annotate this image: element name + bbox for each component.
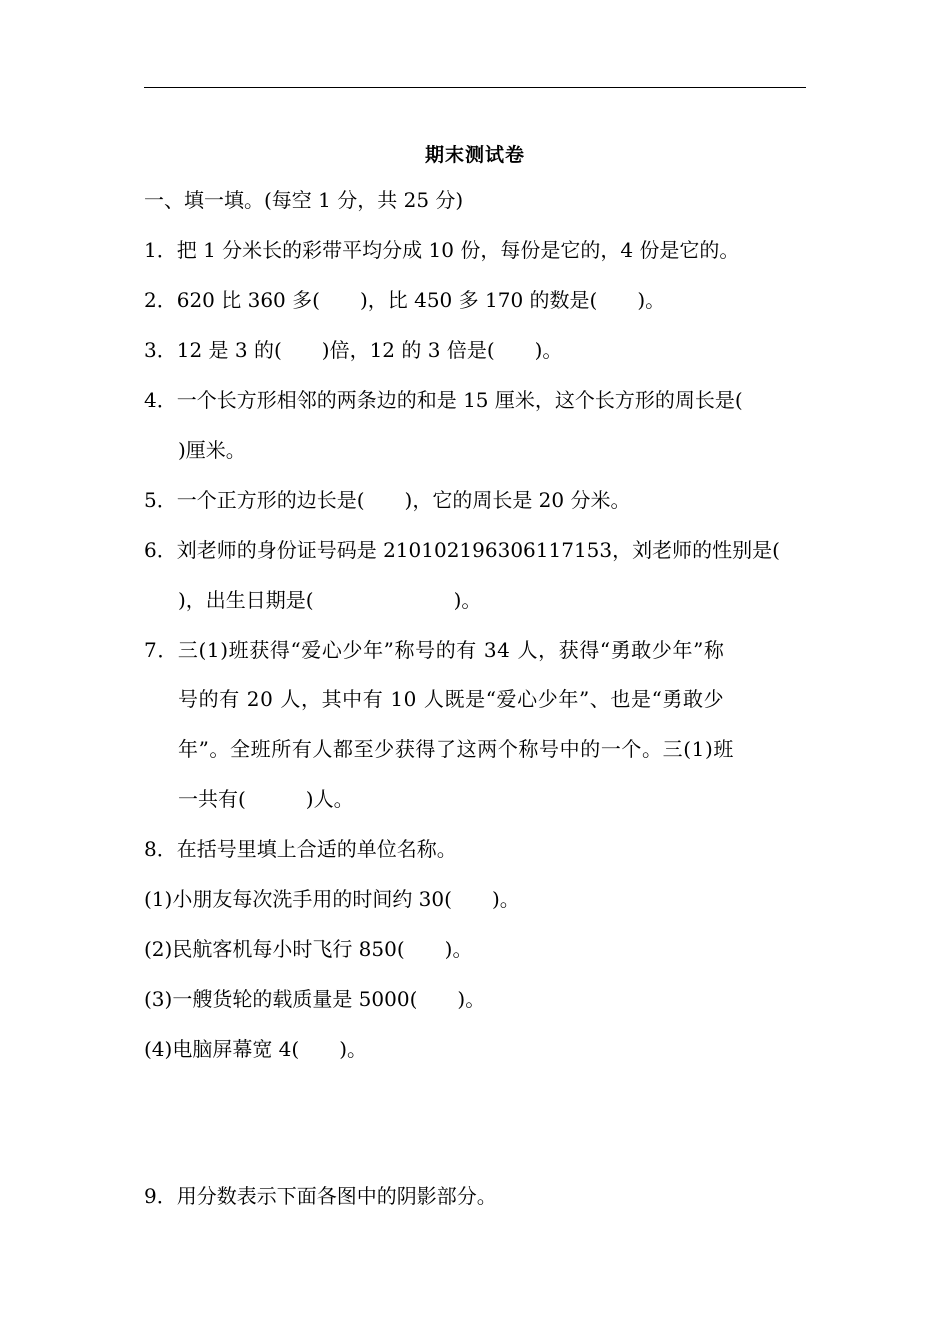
question-7-line-2: 号的有 20 人，其中有 10 人既是“爱心少年”、也是“勇敢少 (178, 687, 725, 711)
question-4-line-1: 4．一个长方形相邻的两条边的和是 15 厘米，这个长方形的周长是( (144, 388, 743, 412)
question-9: 9．用分数表示下面各图中的阴影部分。 (144, 1184, 497, 1208)
question-1: 1．把 1 分米长的彩带平均分成 10 份，每份是它的，4 份是它的。 (144, 238, 740, 262)
question-3: 3．12 是 3 的( )倍，12 的 3 倍是( )。 (144, 338, 563, 362)
question-6-line-2: )，出生日期是( )。 (178, 588, 482, 612)
question-7-line-3: 年”。全班所有人都至少获得了这两个称号中的一个。三(1)班 (178, 737, 734, 761)
question-6-line-1: 6．刘老师的身份证号码是 210102196306117153，刘老师的性别是( (144, 538, 780, 562)
question-8-part-3: (3)一艘货轮的载质量是 5000( )。 (144, 987, 486, 1011)
question-8: 8．在括号里填上合适的单位名称。 (144, 837, 457, 861)
question-8-part-1: (1)小朋友每次洗手用的时间约 30( )。 (144, 887, 520, 911)
question-8-part-2: (2)民航客机每小时飞行 850( )。 (144, 937, 473, 961)
question-8-part-4: (4)电脑屏幕宽 4( )。 (144, 1037, 368, 1061)
question-5: 5．一个正方形的边长是( )，它的周长是 20 分米。 (144, 488, 631, 512)
question-7-line-1: 7．三(1)班获得“爱心少年”称号的有 34 人，获得“勇敢少年”称 (144, 638, 725, 662)
header-rule (144, 87, 806, 88)
question-2: 2．620 比 360 多( )，比 450 多 170 的数是( )。 (144, 288, 666, 312)
section-heading: 一、填一填。(每空 1 分，共 25 分) (144, 188, 464, 212)
question-7-line-4: 一共有( )人。 (178, 787, 354, 811)
page-title: 期末测试卷 (424, 144, 525, 166)
question-4-line-2: )厘米。 (178, 438, 246, 462)
